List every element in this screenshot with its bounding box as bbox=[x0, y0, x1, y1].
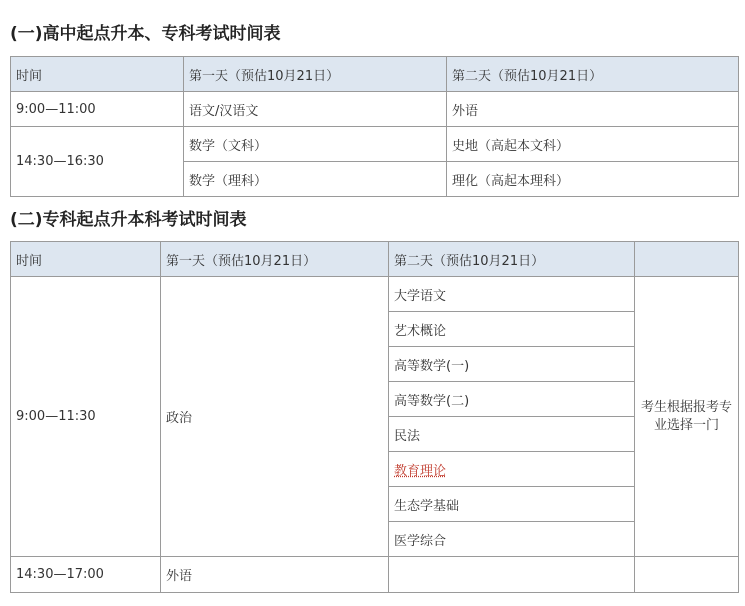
header-day2: 第二天（预估10月21日） bbox=[389, 242, 635, 277]
table-row bbox=[11, 277, 739, 312]
header-day1: 第一天（预估10月21日） bbox=[184, 57, 447, 92]
note-cell: 考生根据报考专业选择一门 bbox=[635, 277, 739, 557]
table-header-row bbox=[11, 57, 739, 92]
subject-cell: 高等数学(二) bbox=[389, 382, 635, 417]
day1-cell: 语文/汉语文 bbox=[184, 92, 447, 127]
header-time: 时间 bbox=[11, 242, 161, 277]
header-time: 时间 bbox=[11, 57, 184, 92]
subject-cell: 艺术概论 bbox=[389, 312, 635, 347]
subject-cell-link[interactable] bbox=[389, 452, 635, 487]
subject-cell: 高等数学(一) bbox=[389, 347, 635, 382]
day2-cell: 史地（高起本文科） bbox=[447, 127, 739, 162]
day1-cell: 政治 bbox=[161, 277, 389, 557]
day1-cell: 数学（文科） bbox=[184, 127, 447, 162]
subject-link[interactable]: 教育理论 bbox=[394, 463, 447, 479]
section1-title: (一)高中起点升本、专科考试时间表 bbox=[10, 24, 281, 44]
header-day2: 第二天（预估10月21日） bbox=[447, 57, 739, 92]
subject-cell: 民法 bbox=[389, 417, 635, 452]
header-day1: 第一天（预估10月21日） bbox=[161, 242, 389, 277]
table-row bbox=[11, 557, 739, 593]
exam-table-1 bbox=[10, 56, 739, 197]
day1-cell: 数学（理科） bbox=[184, 162, 447, 197]
day2-cell: 外语 bbox=[447, 92, 739, 127]
day2-cell: 理化（高起本理科） bbox=[447, 162, 739, 197]
section2-title: (二)专科起点升本科考试时间表 bbox=[10, 210, 247, 230]
time-cell: 14:30—17:00 bbox=[11, 557, 161, 593]
subject-cell: 医学综合 bbox=[389, 522, 635, 557]
table-header-row bbox=[11, 242, 739, 277]
time-cell: 9:00—11:30 bbox=[11, 277, 161, 557]
header-note bbox=[635, 242, 739, 277]
table-row bbox=[11, 127, 739, 162]
time-cell: 9:00—11:00 bbox=[11, 92, 184, 127]
day1-cell: 外语 bbox=[161, 557, 389, 593]
note-cell bbox=[635, 557, 739, 593]
day2-cell bbox=[389, 557, 635, 593]
table-row bbox=[11, 92, 739, 127]
subject-cell: 生态学基础 bbox=[389, 487, 635, 522]
exam-table-2 bbox=[10, 241, 739, 593]
time-cell: 14:30—16:30 bbox=[11, 127, 184, 197]
subject-cell: 大学语文 bbox=[389, 277, 635, 312]
